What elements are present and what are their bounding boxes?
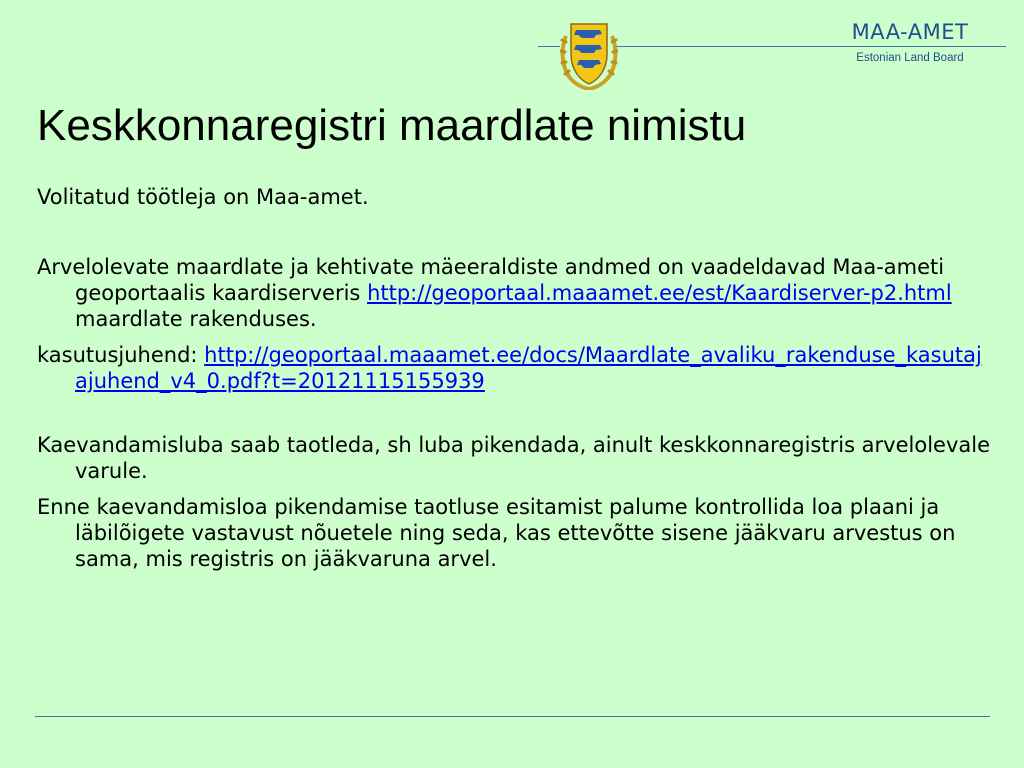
paragraph-permit-extension: Enne kaevandamisloa pikendamise taotluse esitamist palume kontrollida loa plaani ja läbilõigete vastavust nõuetele ning seda, kas ettevõtte sisene jääkvaru arvestus on sama, mis registris on jääkvaruna arvel.	[37, 495, 956, 571]
header-divider-left	[538, 46, 560, 47]
paragraph-geoportal-info	[37, 254, 993, 332]
geoportal-link[interactable]: http://geoportaal.maaamet.ee/est/Kaardiserver-p2.html	[367, 281, 952, 305]
page-title: Keskkonnaregistri maardlate nimistu	[37, 101, 747, 150]
slide-content	[37, 184, 993, 572]
brand-subtitle: Estonian Land Board	[856, 52, 964, 64]
paragraph-authorized-processor: Volitatud töötleja on Maa-amet.	[37, 185, 369, 209]
footer-divider	[35, 716, 990, 717]
header-divider-right	[616, 46, 1006, 47]
user-guide-label: kasutusjuhend:	[37, 343, 205, 367]
paragraph-mining-permit: Kaevandamisluba saab taotleda, sh luba pikendada, ainult keskkonnaregistris arvelolevale varule.	[37, 433, 991, 483]
estonian-coat-of-arms-icon	[560, 18, 618, 90]
user-guide-link[interactable]: http://geoportaal.maaamet.ee/docs/Maardlate_avaliku_rakenduse_kasutajajuhend_v4_0.pdf?t=20121115155939	[75, 343, 982, 393]
paragraph-user-guide	[37, 342, 993, 394]
geoportal-text-before: Arvelolevate maardlate ja kehtivate mäeeraldiste andmed on vaadeldavad Maa-ameti geoportaalis kaardiserveris	[37, 255, 945, 305]
geoportal-text-after: maardlate rakenduses.	[75, 307, 317, 331]
brand-title: MAA-AMET	[851, 20, 969, 44]
